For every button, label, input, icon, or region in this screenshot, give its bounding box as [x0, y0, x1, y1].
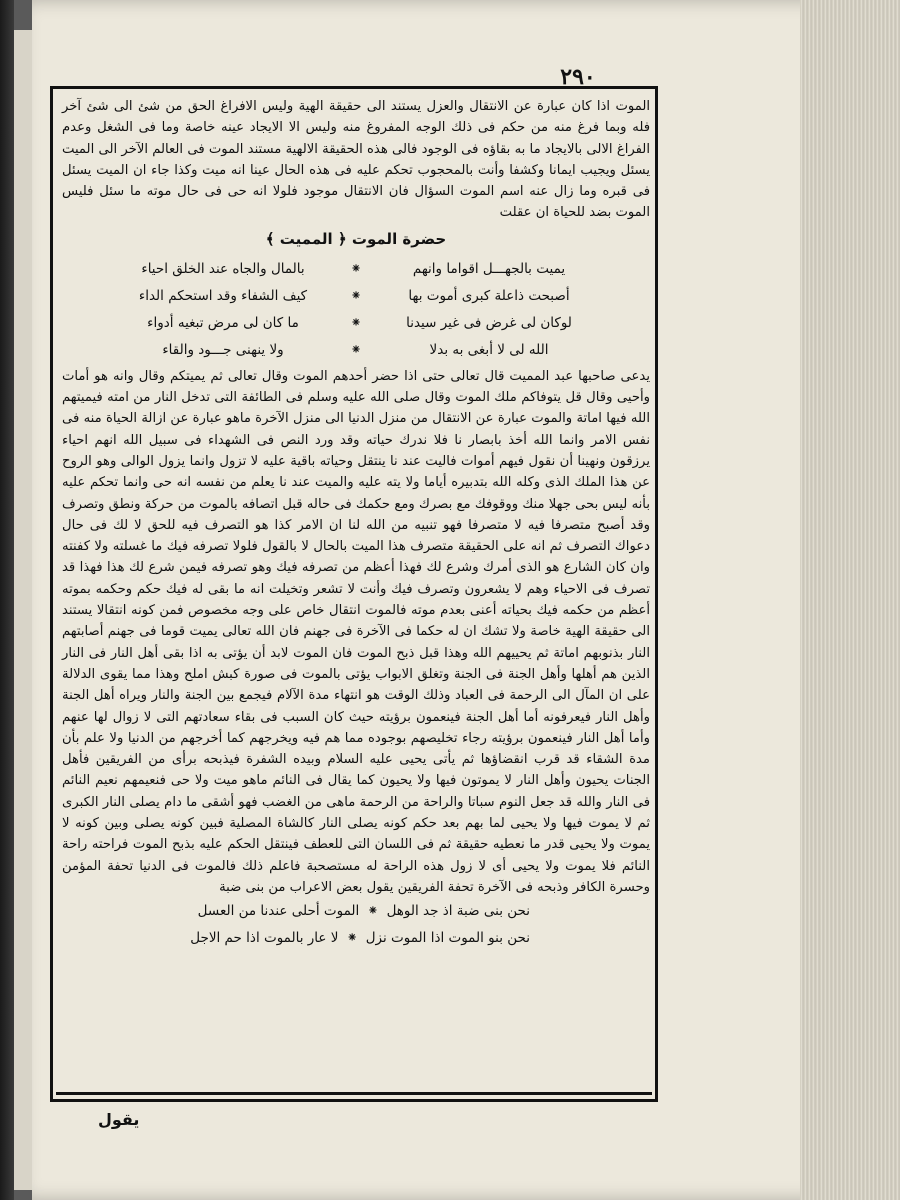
verse-first-hemistich: نحن بنى ضبة اذ جد الوهل: [386, 903, 530, 920]
verse-second-hemistich: لا عار بالموت اذا حم الاجل: [190, 930, 339, 947]
closing-verse: [62, 898, 650, 925]
main-text-block: [62, 96, 650, 1096]
verse-first-hemistich: لوكان لى غرض فى غير سيدنا: [406, 314, 572, 331]
verse-second-hemistich: الموت أحلى عندنا من العسل: [197, 903, 360, 920]
verse-second-hemistich: ولا ينهنى جـــود والقاء: [162, 341, 284, 358]
binding-shadow: [0, 0, 14, 1200]
catchword: يقول: [98, 1110, 140, 1129]
verse-separator: ⁕: [350, 287, 362, 304]
verse-first-hemistich: الله لى لا أبغى به بدلا: [429, 341, 549, 358]
section-heading: حضرة الموت ﴿ المميت ﴾: [265, 229, 447, 248]
verse-separator: ⁕: [346, 930, 358, 947]
verse-second-hemistich: كيف الشفاء وقد استحكم الداء: [138, 287, 308, 304]
page-number: ٢٩٠: [560, 64, 596, 90]
verse-separator: ⁕: [350, 341, 362, 358]
intro-paragraph: الموت اذا كان عبارة عن الانتقال والعزل يستند الى حقيقة الهية وليس الافراغ الحق من شئ الى شئ آخر فله وبما فرغ منه من حكم فى ذلك الوجه المفروغ منه وليس الا الايجاد عينه خاصة وما فى الشغل وعدم الفراغ الالى بالايجاد ما به بقاؤه فى الوجود فالى هذه الحقيقة الالهية مستند الموت فى العالم الآخر الى الميت يسئل ويجيب ايمانا وكشفا وأنت بالمحجوب تحكم عليه فى هذه الحال عينا انه ميت وكذا جاء ان الميت يسئل فى قبره وما زال عنه اسم الموت السؤال فان الانتقال موجود فلولا انه حى فى حال موته ما سئل فليس الموت بضد للحياة ان عقلت: [62, 99, 650, 221]
verse-first-hemistich: أصبحت ذاعلة كبرى أموت بها: [408, 287, 570, 304]
verse-separator: ⁕: [367, 903, 379, 920]
poem-verse: [62, 310, 650, 337]
poem-verse: [62, 337, 650, 364]
verse-first-hemistich: نحن بنو الموت اذا الموت نزل: [365, 930, 530, 947]
poem: [62, 256, 650, 364]
poem-verse: [62, 256, 650, 283]
verse-separator: ⁕: [350, 260, 362, 277]
poem-verse: [62, 283, 650, 310]
body-paragraph: يدعى صاحبها عبد المميت قال تعالى حتى اذا حضر أحدهم الموت وقال تعالى ثم يميتكم وقال وانه هو أمات وأحيى وقال قل يتوفاكم ملك الموت وقال صلى الله عليه وسلم فى الطائفة التى تدخل النار من امته فيميتهم الله فيها اماتة والموت عبارة عن الانتقال من منزل الدنيا الى منزل الآخرة ماهو عبارة عن ازالة الحياة منه فى نفس الامر وانما الله أخذ بابصار نا فلا ندرك حياته وقد ورد النص فى الشهداء فى سبيل الله انهم احياء يرزقون ونهينا أن نقول فيهم أموات فاليت عند نا ينتقل وحياته باقية عليه لا تزول وانما يزول الوالى وهو الروح عن هذا الملك الذى وكله الله بتدبيره أياما ولا يته عليه والميت عند نا يعلم من نفسه انه حى وانما تحكم عليه بأنه ليس بحى جهلا منك ووقوفك مع بصرك ومع حكمك فى حاله قبل اتصافه بالموت من حركة ونطق وتصرف وقد أصبح متصرفا فيه لا متصرفا فهو تنبيه من الله لنا ان الامر كذا هو التصرف فيه للحق لا لك فى حال دعواك التصرف ثم انه على الحقيقة متصرف هذا الميت بالحال لا بالقول فلولا تصرفه فيك ما غسلته ولا كفنته وان كان الشارع هو الذى أمرك وشرع لك فهذا أعظم من تصرفه فيك وهو تصرفه فيمن شرع لك هذا فهذا قد تصرف فى الاحياء وهم لا يشعرون وتصرف فيك وأنت لا تشعر وتخيلت انه ما بقى له فيك حكم وحكمه بموته أعظم من حكمه فيك بحياته أعنى بعدم موته فالموت انتقال خاص على وجه مخصوص فمن كونه انتقالا يستند الى حقيقة الهية خاصة ولا تشك ان له حكما فى الآخرة فى جهنم فان الله تعالى يميت قوما فى جهنم أصابتهم النار بذنوبهم اماتة ثم يحييهم الله وهذا قبل ذبح الموت فان الموت لابد أن يؤتى به اذا بقى أهل النار فى النار الذين هم أهلها وأهل الجنة فى الجنة وتغلق الابواب يؤتى بالموت فى صورة كبش املح وهذا مما يقوى الدلالة على ان المآل الى الرحمة فى العباد وذلك الوقت هو انتهاء مدة الآلام فيجمع بين الجنة والنار ويراه أهل الجنة وأهل النار فيعرفونه أما أهل الجنة فينعمون برؤيته حيث كان السبب فى بقاء سعادتهم التى لا زوال لها عنهم وأما أهل النار فينعمون برؤيته رجاء تخليصهم بوجوده مما هم فيه ويخرجهم كما أخرجهم من الدنيا ولا علم بأن مدة الشقاء قد قرب انقضاؤها ثم يأتى يحيى عليه السلام وبيده الشفرة فيذبحه برأى من الفريقين فأهل الجنات يحيون وأهل النار لا يموتون فيها ولا يحيون كما يقال فى النائم ماهو ميت ولا حى فنعيمهم نعيم النائم فى النار والله قد جعل النوم سباتا والراحة من الرحمة ماهى من الغضب فهو أشقى ما دام يصلى النار الكبرى ثم لا يموت فيها ولا يحيى لما بهم بعد حكم كونه يصلى النار كالشاة المصلية فبين كونه يصلى وبين كونه لا يموت ولا يحيى قدر ما نعطيه حقيقة ثم فى اللسان التى للعطف فينتقل الحكم عليه بذبح الموت فراحته راحة النائم فلا يموت ولا يحيى أى لا زول هذه الراحة له مستصحبة فاعلم ذلك فالموت فى الدنيا تحفة المؤمن وحسرة الكافر وذبحه فى الآخرة تحفة الفريقين يقول بعض الاعراب من بنى ضبة: [62, 368, 650, 895]
verse-second-hemistich: ما كان لى مرض تبغيه أدواء: [147, 314, 299, 331]
page-edges-stack: [800, 0, 900, 1200]
verse-second-hemistich: بالمال والجاه عند الخلق احياء: [141, 260, 305, 277]
verse-first-hemistich: يميت بالجهـــل اقواما وانهم: [412, 260, 566, 277]
verse-separator: ⁕: [350, 314, 362, 331]
closing-verse: [62, 925, 650, 952]
